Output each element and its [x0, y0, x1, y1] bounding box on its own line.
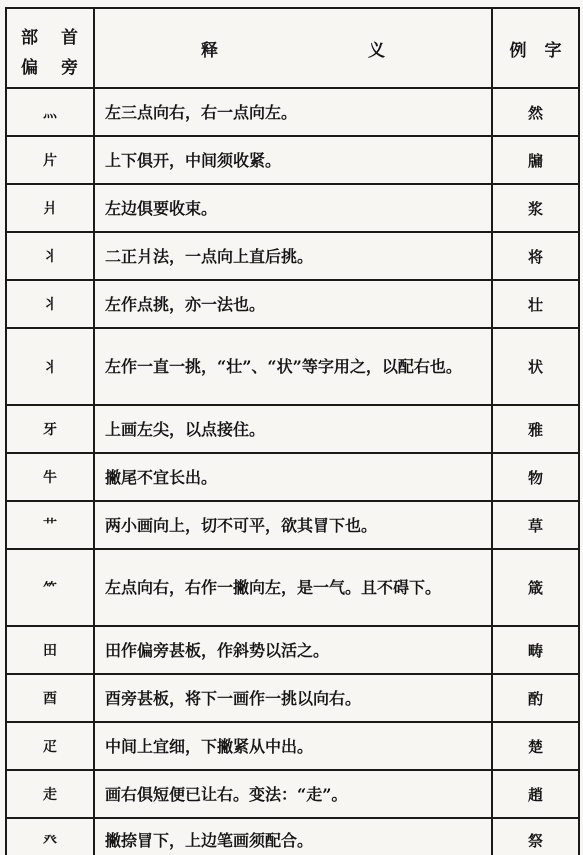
- meaning-cell: 左三点向右，右一点向左。: [94, 88, 492, 136]
- meaning-cell: 田作偏旁甚板，作斜势以活之。: [94, 626, 492, 674]
- radical-cell: 酉: [6, 674, 94, 722]
- header-radical-char: 部: [21, 28, 38, 48]
- table-row: [6, 770, 579, 818]
- header-example: [492, 8, 579, 88]
- table-row: [6, 549, 579, 626]
- table-header-row: [6, 8, 579, 88]
- radical-cell: 艹: [6, 501, 94, 549]
- meaning-cell: 酉旁甚板，将下一画作一挑以向右。: [94, 674, 492, 722]
- header-meaning: [94, 8, 492, 88]
- example-cell: 壮: [492, 280, 579, 328]
- example-cell: 牖: [492, 136, 579, 184]
- table-row: [6, 280, 579, 328]
- radical-cell: 走: [6, 770, 94, 818]
- table-row: [6, 626, 579, 674]
- meaning-cell: 中间上宜细，下撇紧从中出。: [94, 722, 492, 770]
- header-radical-char: 偏: [21, 58, 38, 78]
- meaning-cell: 左点向右，右作一撇向左，是一气。且不碍下。: [94, 549, 492, 626]
- header-radical-char: 首: [61, 28, 78, 48]
- header-radical: [6, 8, 94, 88]
- example-cell: 雅: [492, 405, 579, 453]
- example-cell: 状: [492, 328, 579, 405]
- table-row: [6, 136, 579, 184]
- table-row: [6, 722, 579, 770]
- table-row: [6, 674, 579, 722]
- example-cell: 将: [492, 232, 579, 280]
- example-cell: 酌: [492, 674, 579, 722]
- table-body: [6, 88, 579, 855]
- table-row: [6, 232, 579, 280]
- example-cell: 楚: [492, 722, 579, 770]
- radical-cell: 疋: [6, 722, 94, 770]
- radical-cell: 丬: [6, 232, 94, 280]
- radical-table: [5, 7, 580, 855]
- example-cell: 浆: [492, 184, 579, 232]
- meaning-cell: 上画左尖，以点接住。: [94, 405, 492, 453]
- table-row: [6, 501, 579, 549]
- header-meaning-char: 释: [201, 40, 218, 61]
- meaning-cell: 左作一直一挑，“壮”、“状”等字用之，以配右也。: [94, 328, 492, 405]
- radical-cell: 丬: [6, 328, 94, 405]
- radical-cell: 牙: [6, 405, 94, 453]
- example-cell: 趙: [492, 770, 579, 818]
- radical-cell: 爿: [6, 184, 94, 232]
- example-cell: 箴: [492, 549, 579, 626]
- meaning-cell: 二正爿法，一点向上直后挑。: [94, 232, 492, 280]
- radical-cell: 癶: [6, 818, 94, 855]
- radical-cell: ⺮: [6, 549, 94, 626]
- example-cell: 草: [492, 501, 579, 549]
- meaning-cell: 左边俱要收束。: [94, 184, 492, 232]
- table-row: [6, 453, 579, 501]
- example-cell: 畴: [492, 626, 579, 674]
- example-cell: 物: [492, 453, 579, 501]
- table-row: [6, 184, 579, 232]
- table-row: [6, 405, 579, 453]
- header-radical-char: 旁: [61, 58, 78, 78]
- meaning-cell: 左作点挑，亦一法也。: [94, 280, 492, 328]
- radical-cell: 田: [6, 626, 94, 674]
- radical-cell: 灬: [6, 88, 94, 136]
- radical-cell: 丬: [6, 280, 94, 328]
- meaning-cell: 上下俱开，中间须收紧。: [94, 136, 492, 184]
- radical-cell: 片: [6, 136, 94, 184]
- table-row: [6, 328, 579, 405]
- header-example-char: 例: [509, 40, 527, 61]
- meaning-cell: 撇捺冒下，上边笔画须配合。: [94, 818, 492, 855]
- header-meaning-char: 义: [368, 40, 385, 61]
- meaning-cell: 撇尾不宜长出。: [94, 453, 492, 501]
- header-example-char: 字: [544, 40, 562, 61]
- example-cell: 祭: [492, 818, 579, 855]
- radical-cell: 牛: [6, 453, 94, 501]
- table-row: [6, 88, 579, 136]
- example-cell: 然: [492, 88, 579, 136]
- meaning-cell: 画右俱短便已让右。变法：“走”。: [94, 770, 492, 818]
- meaning-cell: 两小画向上，切不可平，欲其冒下也。: [94, 501, 492, 549]
- table-row: [6, 818, 579, 855]
